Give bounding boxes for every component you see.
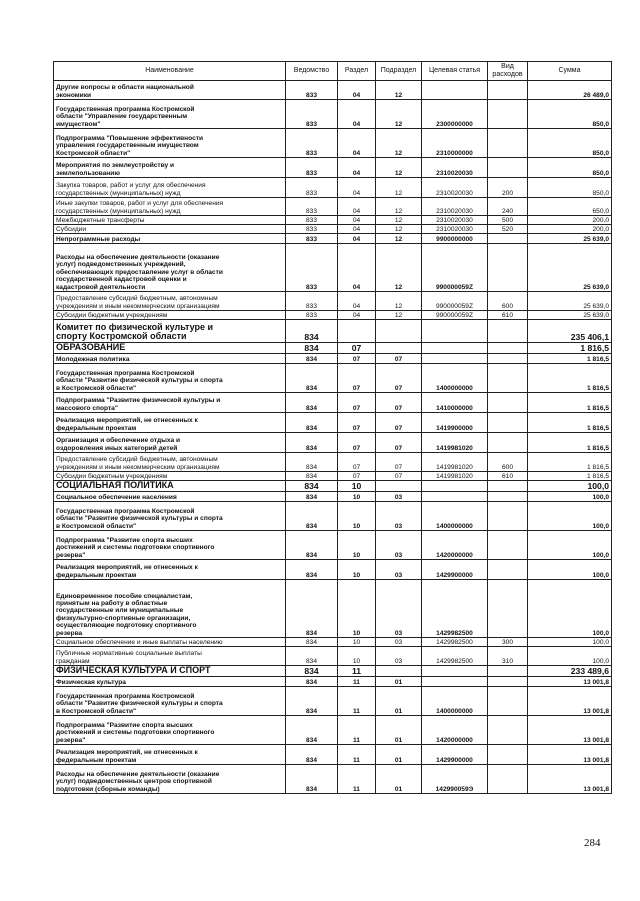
cell-summa: 1 816,5 [528, 453, 612, 472]
cell-name: Социальное обеспечение и иные выплаты населению [54, 638, 286, 647]
cell-celevaya: 1429982500 [422, 647, 488, 666]
cell-celevaya: 2310020030 [422, 158, 488, 178]
cell-vedomstvo: 833 [286, 158, 338, 178]
table-row [54, 647, 612, 666]
cell-name: Субсидии бюджетным учреждениям [54, 472, 286, 481]
cell-summa: 25 639,0 [528, 292, 612, 311]
cell-vedomstvo: 834 [286, 453, 338, 472]
cell-razdel: 11 [338, 666, 376, 677]
cell-razdel: 07 [338, 364, 376, 393]
cell-celevaya: 2310020030 [422, 225, 488, 234]
cell-vid [488, 364, 528, 393]
cell-celevaya: 2310020030 [422, 216, 488, 225]
cell-razdel: 04 [338, 234, 376, 244]
cell-vedomstvo: 834 [286, 765, 338, 794]
cell-name: Физическая культура [54, 677, 286, 687]
table-row [54, 716, 612, 745]
cell-razdel: 04 [338, 129, 376, 158]
cell-razdel: 07 [338, 472, 376, 481]
cell-name: Государственная программа Костромской области "Управление государственным имуществом" [54, 100, 286, 129]
cell-celevaya: 9900000000 [422, 234, 488, 244]
cell-vedomstvo: 834 [286, 481, 338, 492]
cell-vedomstvo: 833 [286, 129, 338, 158]
cell-summa: 650,0 [528, 198, 612, 216]
cell-podrazdel: 03 [376, 531, 422, 560]
cell-vedomstvo: 834 [286, 560, 338, 580]
header-name: Наименование [54, 62, 286, 81]
cell-vid: 300 [488, 638, 528, 647]
header-vedomstvo: Ведомство [286, 62, 338, 81]
cell-celevaya: 1400000000 [422, 502, 488, 531]
table-row [54, 453, 612, 472]
cell-summa: 235 406,1 [528, 320, 612, 343]
table-row [54, 129, 612, 158]
cell-razdel: 07 [338, 453, 376, 472]
cell-razdel: 10 [338, 492, 376, 502]
cell-vid [488, 100, 528, 129]
cell-razdel: 11 [338, 745, 376, 765]
cell-podrazdel: 12 [376, 81, 422, 100]
table-row [54, 393, 612, 413]
cell-podrazdel: 01 [376, 716, 422, 745]
cell-name: Реализация мероприятий, не отнесенных к федеральным проектам [54, 560, 286, 580]
cell-vedomstvo: 833 [286, 81, 338, 100]
cell-name: Подпрограмма "Развитие спорта высших достижений и системы подготовки спортивного резерва" [54, 531, 286, 560]
cell-vedomstvo: 833 [286, 225, 338, 234]
table-row [54, 687, 612, 716]
cell-podrazdel: 12 [376, 100, 422, 129]
table-row [54, 320, 612, 343]
cell-vid [488, 481, 528, 492]
table-row [54, 531, 612, 560]
cell-celevaya: 990000059Z [422, 292, 488, 311]
cell-name: Межбюджетные трансферты [54, 216, 286, 225]
cell-name: Государственная программа Костромской области "Развитие физической культуры и спорта в Костромской области" [54, 687, 286, 716]
cell-podrazdel: 12 [376, 178, 422, 198]
cell-summa: 1 816,5 [528, 364, 612, 393]
table-row [54, 765, 612, 794]
budget-table [53, 61, 612, 794]
cell-vedomstvo: 833 [286, 178, 338, 198]
cell-name: Подпрограмма "Повышение эффективности управления государственным имуществом Костромской области" [54, 129, 286, 158]
cell-vid [488, 129, 528, 158]
cell-vid: 200 [488, 178, 528, 198]
cell-vid: 520 [488, 225, 528, 234]
cell-vid [488, 531, 528, 560]
cell-vid: 240 [488, 198, 528, 216]
cell-vedomstvo: 834 [286, 433, 338, 453]
cell-razdel: 07 [338, 354, 376, 364]
cell-name: Государственная программа Костромской области "Развитие физической культуры и спорта в Костромской области" [54, 502, 286, 531]
cell-name: ФИЗИЧЕСКАЯ КУЛЬТУРА И СПОРТ [54, 666, 286, 677]
table-row [54, 198, 612, 216]
cell-razdel: 10 [338, 647, 376, 666]
cell-name: Публичные нормативные социальные выплаты гражданам [54, 647, 286, 666]
cell-celevaya [422, 677, 488, 687]
cell-podrazdel: 12 [376, 225, 422, 234]
cell-celevaya: 990000059Z [422, 311, 488, 320]
cell-celevaya: 2310020030 [422, 198, 488, 216]
cell-name: Подпрограмма "Развитие физической культуры и массового спорта" [54, 393, 286, 413]
cell-celevaya: 1429982500 [422, 638, 488, 647]
cell-razdel: 04 [338, 178, 376, 198]
table-row [54, 364, 612, 393]
cell-vedomstvo: 833 [286, 234, 338, 244]
cell-razdel: 10 [338, 560, 376, 580]
cell-razdel [338, 320, 376, 343]
cell-vedomstvo: 834 [286, 647, 338, 666]
cell-summa: 25 639,0 [528, 311, 612, 320]
cell-vid [488, 320, 528, 343]
cell-celevaya: 1400000000 [422, 364, 488, 393]
cell-summa: 13 001,8 [528, 716, 612, 745]
cell-vid [488, 433, 528, 453]
cell-podrazdel: 07 [376, 393, 422, 413]
cell-podrazdel: 12 [376, 292, 422, 311]
cell-name: Реализация мероприятий, не отнесенных к федеральным проектам [54, 413, 286, 433]
cell-razdel: 07 [338, 343, 376, 354]
cell-vedomstvo: 834 [286, 502, 338, 531]
cell-name: Государственная программа Костромской области "Развитие физической культуры и спорта в Костромской области" [54, 364, 286, 393]
cell-celevaya [422, 81, 488, 100]
table-row [54, 100, 612, 129]
header-vid: Вид расходов [488, 62, 528, 81]
cell-vid [488, 81, 528, 100]
cell-summa: 1 816,5 [528, 343, 612, 354]
cell-vedomstvo: 834 [286, 472, 338, 481]
cell-celevaya: 1410000000 [422, 393, 488, 413]
cell-razdel: 07 [338, 393, 376, 413]
cell-vedomstvo: 834 [286, 638, 338, 647]
cell-name: Организация и обеспечение отдыха и оздоровления иных категорий детей [54, 433, 286, 453]
cell-vedomstvo: 834 [286, 716, 338, 745]
cell-summa: 850,0 [528, 129, 612, 158]
cell-celevaya: 1420000000 [422, 531, 488, 560]
cell-name: Иные закупки товаров, работ и услуг для обеспечения государственных (муниципальных) нужд [54, 198, 286, 216]
cell-vedomstvo: 833 [286, 244, 338, 292]
header-summa: Сумма [528, 62, 612, 81]
cell-name: Молодежная политика [54, 354, 286, 364]
cell-razdel: 04 [338, 292, 376, 311]
cell-summa: 200,0 [528, 225, 612, 234]
cell-vid [488, 580, 528, 638]
cell-summa: 100,0 [528, 502, 612, 531]
table-row [54, 413, 612, 433]
cell-celevaya [422, 320, 488, 343]
cell-vedomstvo: 833 [286, 198, 338, 216]
cell-podrazdel: 07 [376, 364, 422, 393]
cell-vid: 610 [488, 311, 528, 320]
cell-vid [488, 560, 528, 580]
cell-celevaya: 1419900000 [422, 413, 488, 433]
cell-razdel: 10 [338, 580, 376, 638]
cell-vid: 500 [488, 216, 528, 225]
cell-razdel: 11 [338, 677, 376, 687]
cell-celevaya: 1419981020 [422, 453, 488, 472]
cell-vedomstvo: 833 [286, 311, 338, 320]
cell-vid [488, 492, 528, 502]
cell-vedomstvo: 834 [286, 677, 338, 687]
cell-podrazdel [376, 320, 422, 343]
cell-vedomstvo: 834 [286, 364, 338, 393]
cell-summa: 100,0 [528, 481, 612, 492]
cell-razdel: 04 [338, 158, 376, 178]
cell-celevaya: 1429900000 [422, 560, 488, 580]
table-body [54, 81, 612, 794]
table-row [54, 472, 612, 481]
cell-razdel: 11 [338, 687, 376, 716]
cell-vedomstvo: 834 [286, 580, 338, 638]
cell-name: Непрограммные расходы [54, 234, 286, 244]
cell-vedomstvo: 834 [286, 666, 338, 677]
table-row [54, 311, 612, 320]
cell-razdel: 10 [338, 502, 376, 531]
cell-summa: 100,0 [528, 638, 612, 647]
cell-vid [488, 502, 528, 531]
cell-podrazdel: 01 [376, 677, 422, 687]
cell-podrazdel [376, 666, 422, 677]
cell-razdel: 07 [338, 413, 376, 433]
table-row [54, 343, 612, 354]
cell-podrazdel: 12 [376, 129, 422, 158]
table-row [54, 178, 612, 198]
cell-vid [488, 234, 528, 244]
cell-razdel: 04 [338, 198, 376, 216]
cell-summa: 1 816,5 [528, 433, 612, 453]
cell-name: ОБРАЗОВАНИЕ [54, 343, 286, 354]
cell-celevaya: 1400000000 [422, 687, 488, 716]
cell-podrazdel: 07 [376, 472, 422, 481]
table-row [54, 580, 612, 638]
cell-vid [488, 687, 528, 716]
cell-podrazdel: 12 [376, 158, 422, 178]
cell-name: Предоставление субсидий бюджетным, автономным учреждениям и иным некоммерческим организациям [54, 453, 286, 472]
cell-celevaya: 2300000000 [422, 100, 488, 129]
cell-name: Реализация мероприятий, не отнесенных к федеральным проектам [54, 745, 286, 765]
cell-razdel: 04 [338, 216, 376, 225]
cell-name: Предоставление субсидий бюджетным, автономным учреждениям и иным некоммерческим организациям [54, 292, 286, 311]
table-row [54, 354, 612, 364]
cell-name: Комитет по физической культуре и спорту Костромской области [54, 320, 286, 343]
cell-razdel: 04 [338, 311, 376, 320]
cell-summa: 100,0 [528, 560, 612, 580]
cell-podrazdel: 01 [376, 745, 422, 765]
cell-summa: 1 816,5 [528, 354, 612, 364]
cell-razdel: 10 [338, 481, 376, 492]
cell-podrazdel: 03 [376, 580, 422, 638]
cell-vedomstvo: 834 [286, 320, 338, 343]
table-row [54, 433, 612, 453]
cell-vedomstvo: 834 [286, 745, 338, 765]
cell-razdel: 04 [338, 244, 376, 292]
cell-summa: 1 816,5 [528, 472, 612, 481]
cell-vedomstvo: 833 [286, 216, 338, 225]
cell-vid [488, 413, 528, 433]
cell-podrazdel [376, 343, 422, 354]
cell-summa: 25 639,0 [528, 234, 612, 244]
cell-name: Субсидии бюджетным учреждениям [54, 311, 286, 320]
cell-razdel: 04 [338, 100, 376, 129]
cell-celevaya [422, 666, 488, 677]
cell-vedomstvo: 834 [286, 492, 338, 502]
cell-summa: 1 816,5 [528, 393, 612, 413]
table-row [54, 234, 612, 244]
cell-celevaya: 1429900000 [422, 745, 488, 765]
cell-celevaya [422, 343, 488, 354]
cell-vid: 600 [488, 453, 528, 472]
table-row [54, 158, 612, 178]
cell-vid: 610 [488, 472, 528, 481]
cell-summa: 13 001,8 [528, 687, 612, 716]
cell-summa: 13 001,8 [528, 745, 612, 765]
cell-vid [488, 765, 528, 794]
cell-vid [488, 677, 528, 687]
cell-celevaya: 2310020030 [422, 178, 488, 198]
cell-name: СОЦИАЛЬНАЯ ПОЛИТИКА [54, 481, 286, 492]
cell-vedomstvo: 834 [286, 354, 338, 364]
cell-vid: 310 [488, 647, 528, 666]
cell-razdel: 04 [338, 225, 376, 234]
cell-vid [488, 745, 528, 765]
cell-razdel: 04 [338, 81, 376, 100]
header-razdel: Раздел [338, 62, 376, 81]
cell-celevaya: 1419981020 [422, 472, 488, 481]
cell-podrazdel: 12 [376, 311, 422, 320]
cell-vid [488, 354, 528, 364]
cell-celevaya: 142990059Э [422, 765, 488, 794]
page-number: 284 [584, 837, 601, 849]
cell-name: Мероприятия по землеустройству и землепользованию [54, 158, 286, 178]
cell-summa: 1 816,5 [528, 413, 612, 433]
table-row [54, 81, 612, 100]
cell-podrazdel: 01 [376, 765, 422, 794]
cell-podrazdel: 03 [376, 502, 422, 531]
cell-podrazdel: 03 [376, 638, 422, 647]
cell-summa: 13 001,8 [528, 765, 612, 794]
table-header-row [54, 62, 612, 81]
cell-summa: 100,0 [528, 647, 612, 666]
cell-podrazdel: 12 [376, 234, 422, 244]
cell-podrazdel: 03 [376, 492, 422, 502]
cell-summa: 850,0 [528, 158, 612, 178]
cell-name: Подпрограмма "Развитие спорта высших достижений и системы подготовки спортивного резерва" [54, 716, 286, 745]
cell-celevaya [422, 354, 488, 364]
cell-razdel: 11 [338, 765, 376, 794]
cell-name: Социальное обеспечение населения [54, 492, 286, 502]
table-row [54, 638, 612, 647]
cell-vedomstvo: 834 [286, 531, 338, 560]
cell-celevaya [422, 481, 488, 492]
cell-summa: 100,0 [528, 531, 612, 560]
cell-vedomstvo: 833 [286, 100, 338, 129]
cell-podrazdel: 03 [376, 647, 422, 666]
cell-vid [488, 666, 528, 677]
cell-celevaya: 990000059Z [422, 244, 488, 292]
header-celevaya: Целевая статья [422, 62, 488, 81]
cell-name: Расходы на обеспечение деятельности (оказание услуг) подведомственных центров спортивной подготовки (сборные команды) [54, 765, 286, 794]
cell-razdel: 10 [338, 638, 376, 647]
cell-vid [488, 393, 528, 413]
table-row [54, 502, 612, 531]
cell-vedomstvo: 834 [286, 393, 338, 413]
cell-vedomstvo: 834 [286, 413, 338, 433]
cell-vedomstvo: 834 [286, 343, 338, 354]
cell-vedomstvo: 834 [286, 687, 338, 716]
cell-name: Закупка товаров, работ и услуг для обеспечения государственных (муниципальных) нужд [54, 178, 286, 198]
cell-celevaya: 1429982500 [422, 580, 488, 638]
cell-name: Субсидии [54, 225, 286, 234]
cell-summa: 13 001,8 [528, 677, 612, 687]
cell-name: Расходы на обеспечение деятельности (оказание услуг) подведомственных учреждений, обеспечивающих предоставление услуг в области государственной кадастровой оценки и кадастровой деятельности [54, 244, 286, 292]
table-row [54, 492, 612, 502]
cell-razdel: 07 [338, 433, 376, 453]
cell-razdel: 11 [338, 716, 376, 745]
cell-vid [488, 716, 528, 745]
cell-podrazdel [376, 481, 422, 492]
cell-summa: 25 639,0 [528, 244, 612, 292]
cell-vedomstvo: 833 [286, 292, 338, 311]
cell-summa: 850,0 [528, 100, 612, 129]
cell-razdel: 10 [338, 531, 376, 560]
cell-summa: 850,0 [528, 178, 612, 198]
table-row [54, 481, 612, 492]
table-row [54, 560, 612, 580]
cell-podrazdel: 12 [376, 216, 422, 225]
table-row [54, 225, 612, 234]
cell-podrazdel: 12 [376, 198, 422, 216]
cell-podrazdel: 07 [376, 453, 422, 472]
header-podrazdel: Подраздел [376, 62, 422, 81]
table-row [54, 745, 612, 765]
cell-celevaya [422, 492, 488, 502]
cell-vid [488, 158, 528, 178]
cell-vid: 600 [488, 292, 528, 311]
cell-podrazdel: 07 [376, 413, 422, 433]
cell-podrazdel: 01 [376, 687, 422, 716]
cell-vid [488, 244, 528, 292]
cell-podrazdel: 07 [376, 354, 422, 364]
cell-celevaya: 1420000000 [422, 716, 488, 745]
table-row [54, 292, 612, 311]
cell-name: Единовременное пособие специалистам, принятым на работу в областные государственные или муниципальные физкультурно-спортивные организации, осуществляющие подготовку спортивного резерва [54, 580, 286, 638]
cell-summa: 233 489,6 [528, 666, 612, 677]
cell-celevaya: 1419981020 [422, 433, 488, 453]
table-row [54, 216, 612, 225]
cell-podrazdel: 07 [376, 433, 422, 453]
cell-name: Другие вопросы в области национальной экономики [54, 81, 286, 100]
cell-podrazdel: 12 [376, 244, 422, 292]
cell-summa: 26 489,0 [528, 81, 612, 100]
cell-celevaya: 2310000000 [422, 129, 488, 158]
cell-summa: 100,0 [528, 580, 612, 638]
table-row [54, 666, 612, 677]
cell-podrazdel: 03 [376, 560, 422, 580]
table-row [54, 244, 612, 292]
cell-summa: 100,0 [528, 492, 612, 502]
table-row [54, 677, 612, 687]
cell-summa: 200,0 [528, 216, 612, 225]
cell-vid [488, 343, 528, 354]
